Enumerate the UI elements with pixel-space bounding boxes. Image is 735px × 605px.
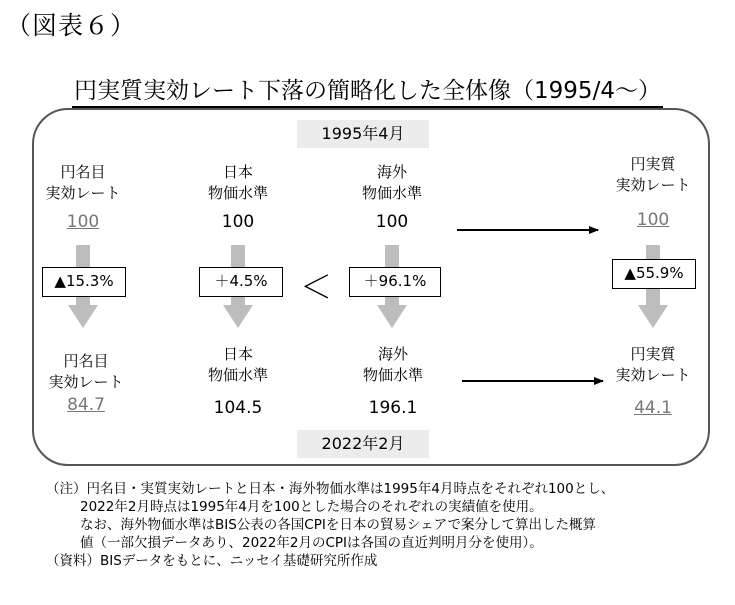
- notes-block: [46, 480, 614, 570]
- nominal-start-value: 100: [66, 212, 100, 232]
- figure-label: （図表６）: [6, 11, 137, 40]
- real-start-value: 100: [636, 210, 670, 230]
- source-line: （資料）BISデータをもとに、ニッセイ基礎研究所作成: [46, 553, 378, 569]
- note-line: なお、海外物価水準はBIS公表の各国CPIを日本の貿易シェアで案分して算出した概算: [80, 517, 596, 533]
- less-than-symbol: ＜: [300, 268, 333, 306]
- japan-price-start-value: 100: [221, 212, 255, 232]
- foreign-price-end-value: 196.1: [368, 398, 418, 418]
- foreign-price-change-badge: ＋96.1%: [349, 267, 441, 297]
- foreign-price-label-top: 海外 物価水準: [361, 163, 422, 202]
- japan-price-change-badge: ＋4.5%: [199, 267, 283, 297]
- foreign-price-label-bottom: 海外 物価水準: [362, 345, 423, 384]
- nominal-label-top: 円名目 実効レート: [45, 163, 121, 202]
- note-line: （注）円名目・実質実効レートと日本・海外物価水準は1995年4月時点をそれぞれ100とし、: [46, 481, 615, 497]
- nominal-change-badge: ▲15.3%: [42, 267, 126, 297]
- real-label-top: 円実質 実効レート: [615, 155, 691, 194]
- nominal-label-bottom: 円名目 実効レート: [48, 352, 124, 391]
- real-label-bottom: 円実質 実効レート: [615, 345, 691, 384]
- note-line: 2022年2月時点は1995年4月を100とした場合のそれぞれの実績値を使用。: [80, 499, 543, 515]
- diagram-title-text: 円実質実効レート下落の簡略化した全体像（1995/4～）: [72, 78, 663, 108]
- nominal-end-value: 84.7: [67, 395, 105, 415]
- note-line: 値（一部欠損データあり、2022年2月のCPIは各国の直近判明月分を使用）。: [80, 535, 543, 551]
- real-end-value: 44.1: [634, 398, 672, 418]
- period-start-label: 1995年4月: [297, 120, 429, 148]
- japan-price-end-value: 104.5: [213, 398, 263, 418]
- japan-price-label-top: 日本 物価水準: [207, 163, 268, 202]
- foreign-price-start-value: 100: [375, 212, 409, 232]
- japan-price-label-bottom: 日本 物価水準: [207, 345, 268, 384]
- real-change-badge: ▲55.9%: [612, 259, 696, 289]
- period-end-label: 2022年2月: [297, 430, 429, 458]
